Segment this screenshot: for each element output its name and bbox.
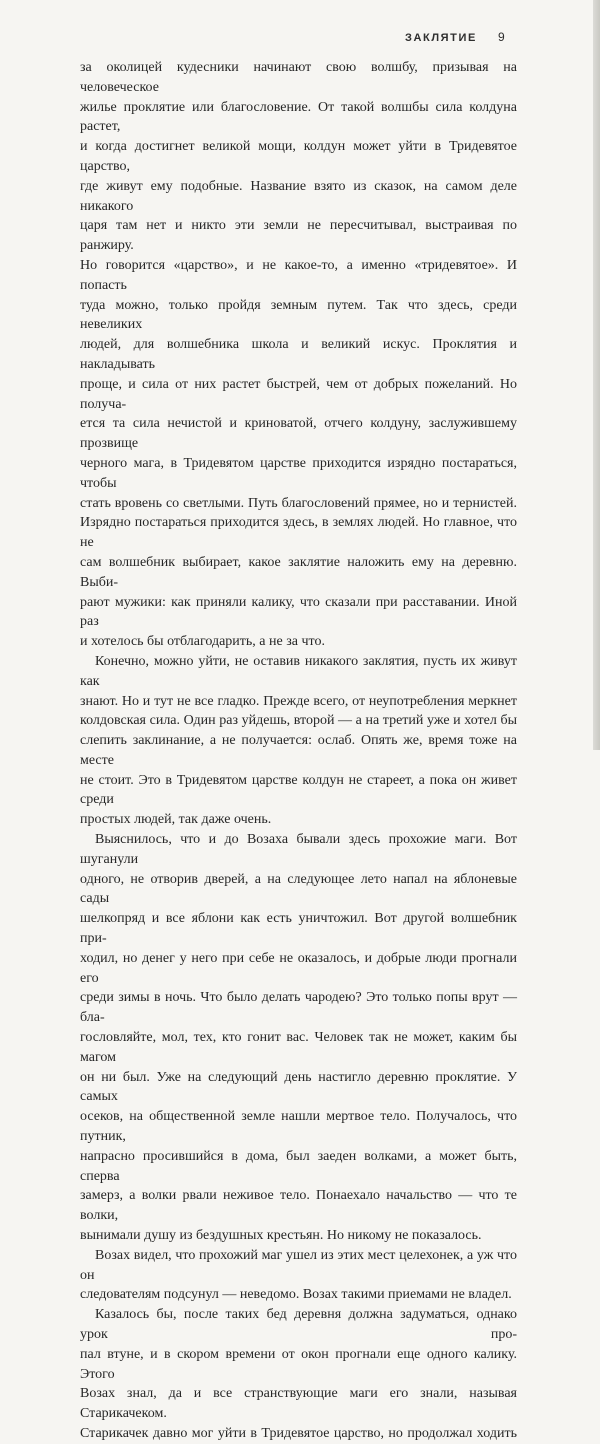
page-edge-shadow <box>593 0 600 750</box>
text-line: шелкопряд и все яблони как есть уничтожил. Вот другой волшебник при- <box>80 911 517 947</box>
paragraph <box>80 1305 517 1444</box>
page-number: 9 <box>498 30 505 44</box>
text-line: Выяснилось, что и до Возаха бывали здесь прохожие маги. Вот шуганули <box>80 832 517 867</box>
text-line: рают мужики: как приняли калику, что сказали при расставании. Иной раз <box>80 594 517 630</box>
text-line: среди зимы в ночь. Что было делать чародею? Это только попы врут — бла- <box>80 990 517 1026</box>
text-line: Старикачек давно мог уйти в Тридевятое царство, но продолжал ходить <box>80 1425 517 1441</box>
text-line: Возах видел, что прохожий маг ушел из этих мест целехонек, а уж что он <box>80 1247 517 1283</box>
text-line: вынимали душу из бездушных крестьян. Но никому не показалось. <box>80 1228 482 1244</box>
text-line: он ни был. Уже на следующий день настигло деревню проклятие. У самых <box>80 1069 517 1105</box>
text-line: где живут ему подобные. Название взято из сказок, на самом деле никакого <box>80 178 517 214</box>
text-line: сам волшебник выбирает, какое заклятие наложить ему на деревню. Выби- <box>80 554 517 590</box>
text-line: проще, и сила от них растет быстрей, чем от добрых пожеланий. Но получа- <box>80 376 517 412</box>
text-line: простых людей, так даже очень. <box>80 812 272 828</box>
text-line: черного мага, в Тридевятом царстве приходится изрядно постараться, чтобы <box>80 455 517 491</box>
text-line: осеков, на общественной земле нашли мертвое тело. Получалось, что путник, <box>80 1109 517 1145</box>
text-line: Конечно, можно уйти, не оставив никакого заклятия, пусть их живут как <box>80 653 517 689</box>
text-line: знают. Но и тут не все гладко. Прежде всего, от неупотребления меркнет <box>80 693 517 709</box>
body-text <box>80 58 517 1444</box>
text-line: слепить заклинание, а не получается: ослаб. Опять же, время тоже на месте <box>80 733 517 768</box>
chapter-title: ЗАКЛЯТИЕ <box>405 32 477 44</box>
text-line: людей, для волшебника школа и великий искус. Проклятия и накладывать <box>80 337 517 372</box>
text-line: Но говорится «царство», и не какое-то, а именно «тридевятое». И попасть <box>80 257 517 293</box>
text-line: и хотелось бы отблагодарить, а не за что. <box>80 634 325 650</box>
paragraph <box>80 58 517 652</box>
text-line: ется та сила нечистой и криноватой, отчего колдуну, заслужившему прозвище <box>80 416 517 452</box>
text-line: напрасно просившийся в дома, был заеден волками, а может быть, сперва <box>80 1148 517 1184</box>
paragraph <box>80 652 517 830</box>
text-line: замерз, а волки рвали неживое тело. Понаехало начальство — что те волки, <box>80 1188 517 1224</box>
text-line: следователям подсунул — неведомо. Возах такими приемами не владел. <box>80 1287 512 1303</box>
text-line: не стоит. Это в Тридевятом царстве колдун не стареет, а пока он живет среди <box>80 772 517 808</box>
text-line: Изрядно постараться приходится здесь, в землях людей. Но главное, что не <box>80 515 517 551</box>
text-line: Возах знал, да и все странствующие маги его знали, называя Старикачеком. <box>80 1386 517 1422</box>
text-line: Казалось бы, после таких бед деревня должна задуматься, однако урок про- <box>80 1307 517 1342</box>
text-line: за околицей кудесники начинают свою волшбу, призывая на человеческое <box>80 60 517 95</box>
text-line: гословляйте, мол, тех, кто гонит вас. Человек так не может, каким бы магом <box>80 1030 517 1065</box>
text-line: колдовская сила. Один раз уйдешь, второй — а на третий уже и хотел бы <box>80 713 517 729</box>
text-line: ходил, но денег у него при себе не оказалось, и добрые люди прогнали его <box>80 950 517 986</box>
text-line: одного, не отворив дверей, а на следующее лето напал на яблоневые сады <box>80 871 517 907</box>
text-line: царя там нет и никто эти земли не пересчитывал, выстраивая по ранжиру. <box>80 218 517 254</box>
text-line: жилье проклятие или благословение. От такой волшбы сила колдуна растет, <box>80 99 517 135</box>
paragraph <box>80 1246 517 1305</box>
paragraph <box>80 830 517 1246</box>
running-header <box>405 30 525 48</box>
text-line: стать вровень со светлыми. Путь благословений прямее, но и тернистей. <box>80 495 517 511</box>
text-line: и когда достигнет великой мощи, колдун может уйти в Тридевятое царство, <box>80 139 517 174</box>
text-line: туда можно, только пройдя земным путем. Так что здесь, среди невеликих <box>80 297 517 333</box>
text-line: пал втуне, и в скором времени от окон прогнали еще одного калику. Этого <box>80 1346 517 1382</box>
